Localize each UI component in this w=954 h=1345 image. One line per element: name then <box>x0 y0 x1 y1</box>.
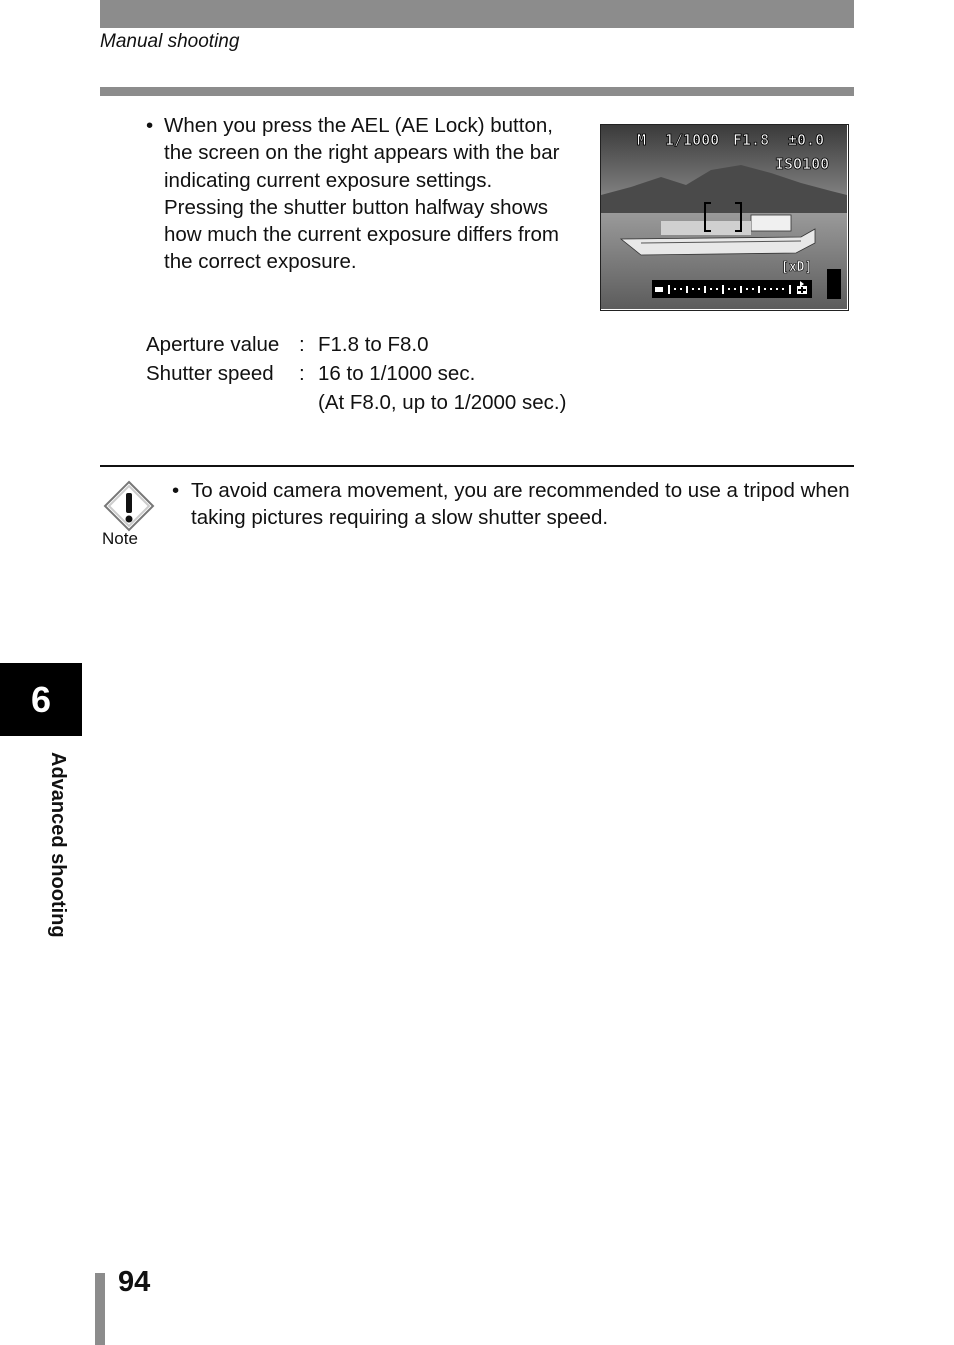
note-divider <box>100 465 854 467</box>
header-rule <box>100 87 854 96</box>
spec-value: (At F8.0, up to 1/2000 sec.) <box>318 391 567 414</box>
spec-value: F1.8 to F8.0 <box>318 333 429 356</box>
spec-colon: : <box>299 333 305 356</box>
page-marker-bar <box>95 1273 105 1345</box>
bullet-marker: • <box>146 114 154 137</box>
section-title: Manual shooting <box>100 31 240 52</box>
ael-description <box>146 112 576 276</box>
lcd-shutter: 1/1000 <box>665 131 720 149</box>
chapter-title: Advanced shooting <box>47 752 69 938</box>
lcd-iso: ISO100 <box>775 155 830 173</box>
header-bar <box>100 0 854 28</box>
spec-label: Aperture value <box>146 333 280 356</box>
lcd-exposure-comp: ±0.0 <box>788 131 825 149</box>
note-body <box>172 477 862 532</box>
lcd-aperture: F1.8 <box>733 131 770 149</box>
page-number: 94 <box>118 1266 151 1298</box>
lcd-image <box>601 125 847 309</box>
bullet-marker: • <box>172 479 180 502</box>
chapter-number: 6 <box>30 679 52 720</box>
minus-icon <box>655 287 663 292</box>
spec-value: 16 to 1/1000 sec. <box>318 362 476 385</box>
spec-colon: : <box>299 362 305 385</box>
note-label: Note <box>102 529 138 548</box>
note-text: To avoid camera movement, you are recommended to use a tripod when taking pictures requiring a slow shutter speed. <box>191 479 850 530</box>
battery-block <box>827 269 841 299</box>
warning-icon <box>103 480 155 532</box>
lcd-mode: M <box>637 131 647 149</box>
camera-lcd-screen <box>600 124 849 311</box>
lcd-media: [xD] <box>781 260 813 275</box>
ael-description-text: When you press the AEL (AE Lock) button, the screen on the right appears with the bar indicating current exposure settings. Pressing the shutter button halfway shows how much the current exposure differs from the correct exposure. <box>164 114 560 274</box>
spec-label: Shutter speed <box>146 362 274 385</box>
exposure-bar <box>652 280 812 298</box>
